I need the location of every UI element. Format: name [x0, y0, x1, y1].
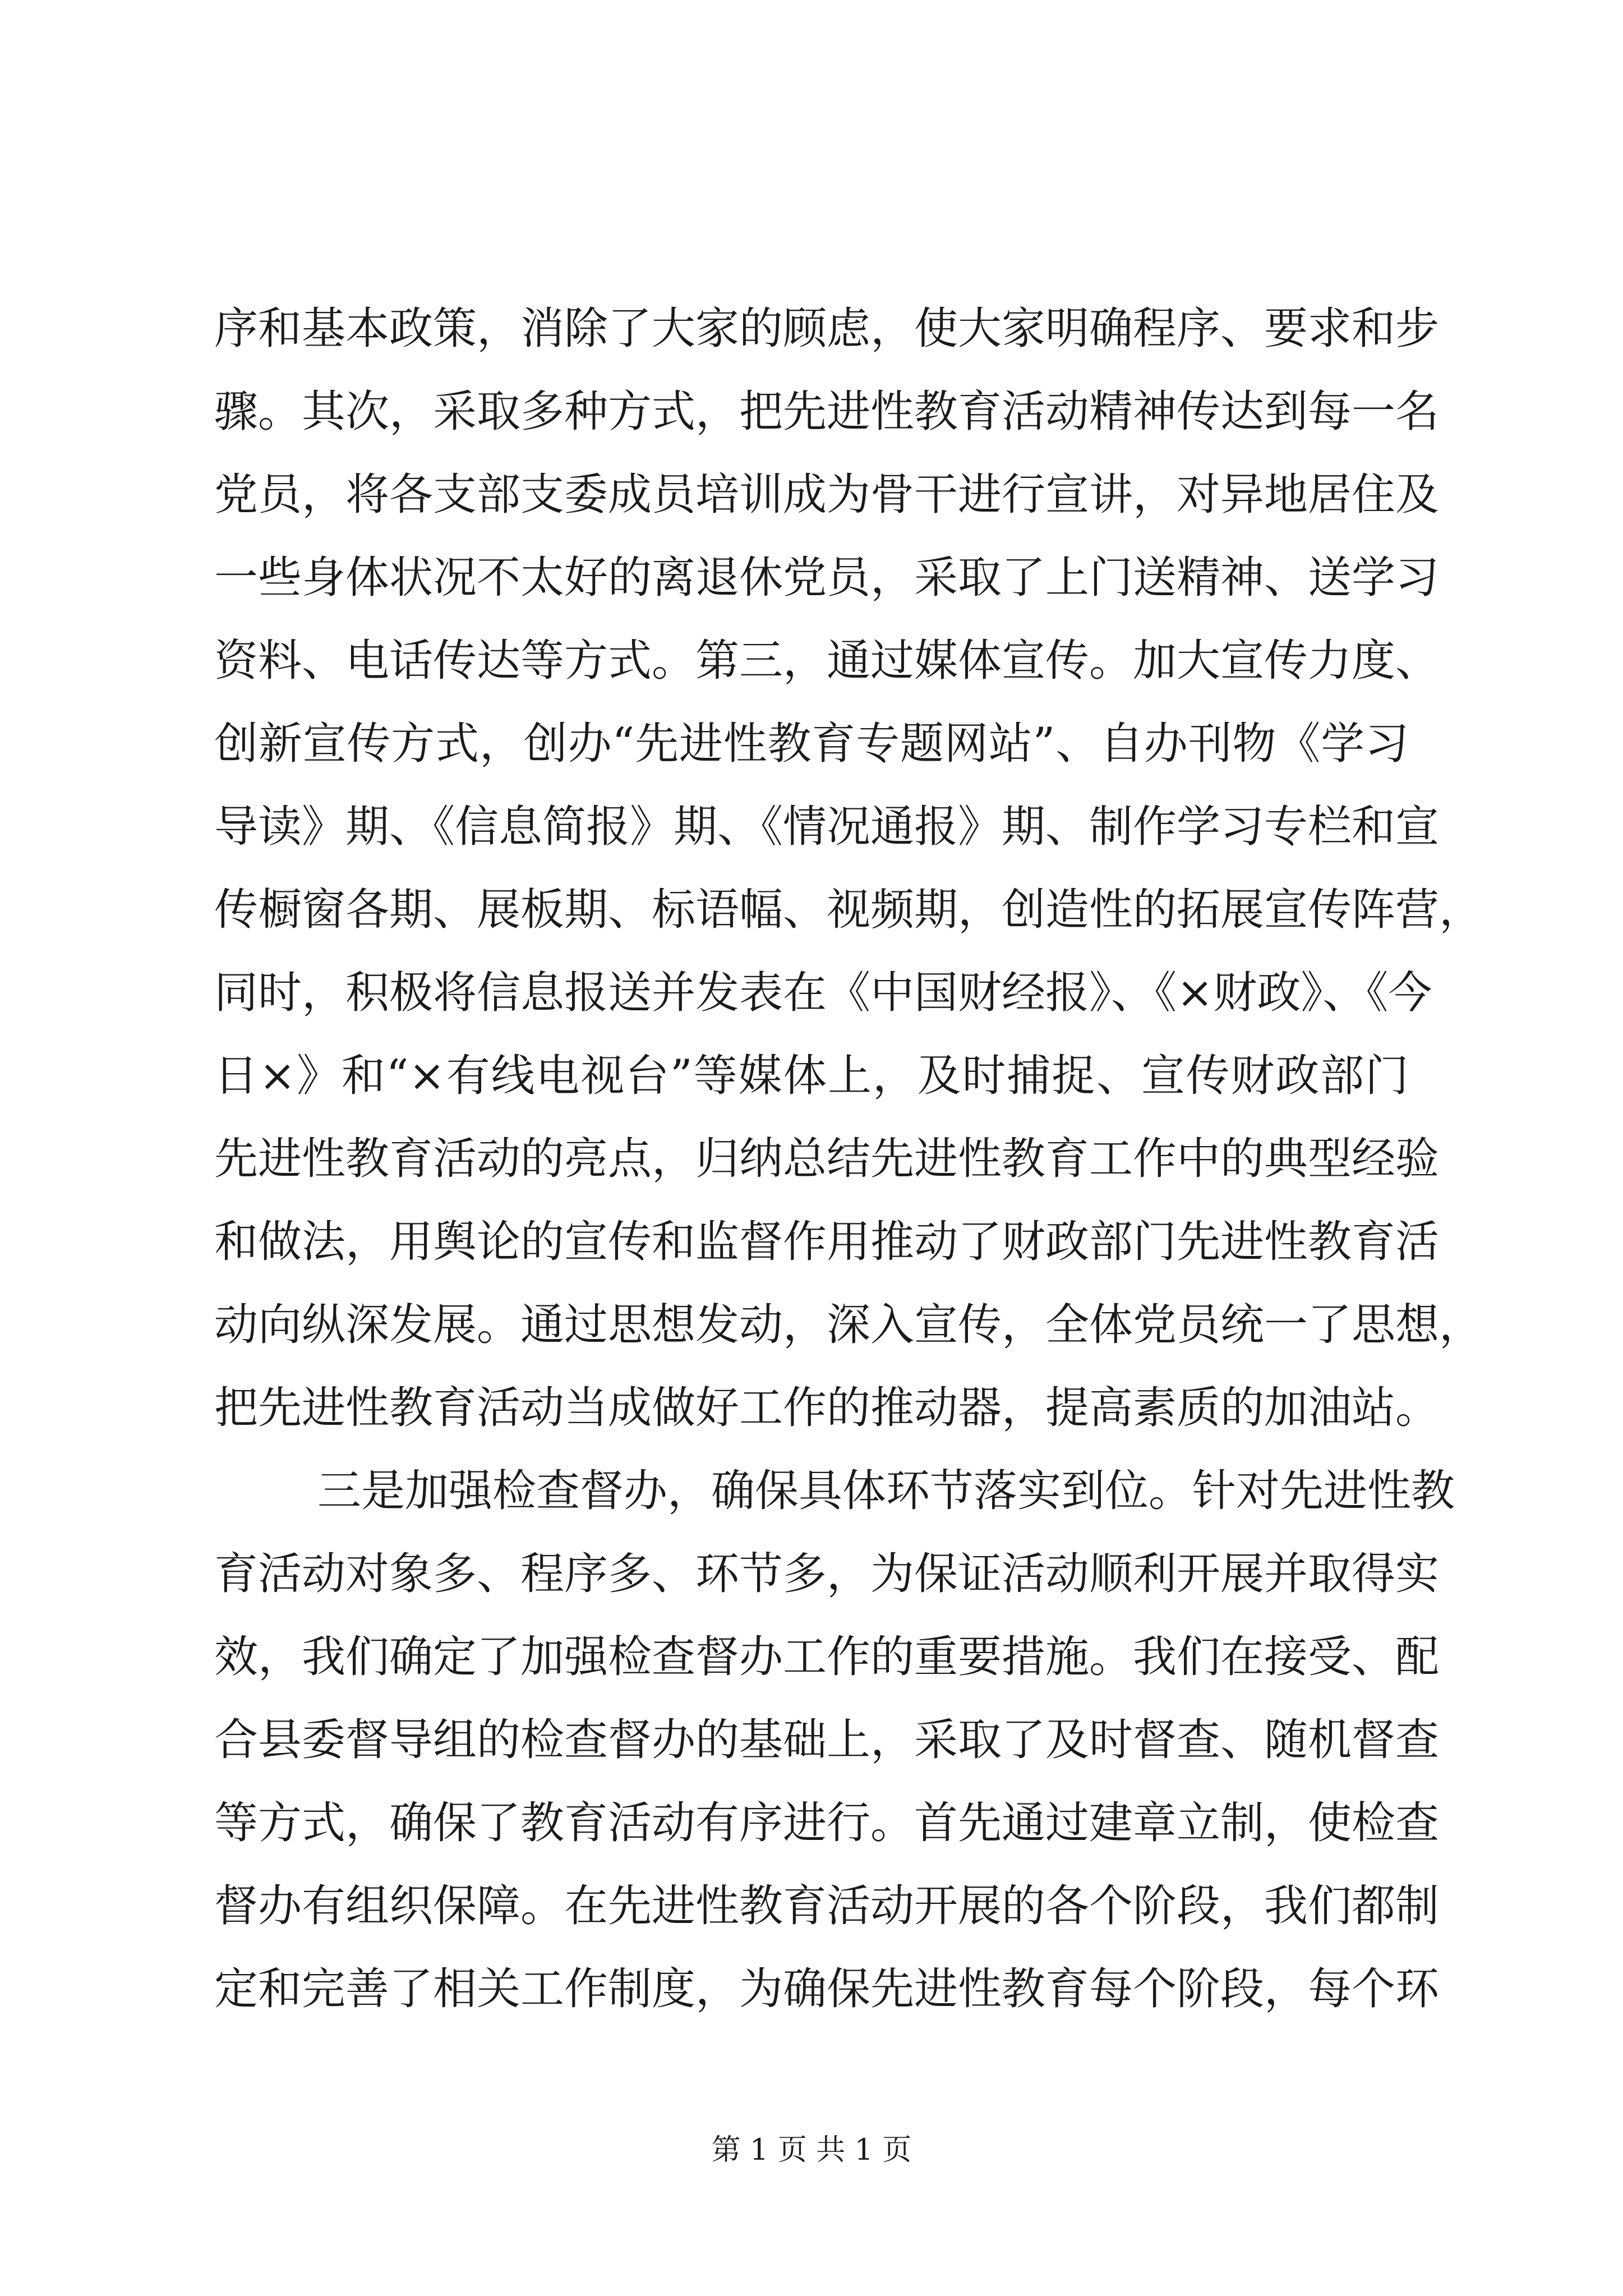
text-line: 日×》和“×有线电视台”等媒体上，及时捕捉、宣传财政部门 [214, 1051, 1409, 1101]
text-line: 把先进性教育活动当成做好工作的推动器，提高素质的加油站。 [214, 1383, 1440, 1433]
text-line: 动向纵深发展。通过思想发动，深入宣传，全体党员统一了思想， [214, 1300, 1483, 1350]
text-line: 一些身体状况不太好的离退休党员，采取了上门送精神、送学习 [214, 553, 1440, 603]
paragraph-first-line: 三是加强检查督办，确保具体环节落实到位。针对先进性教 [317, 1466, 1455, 1516]
text-line: 传橱窗各期、展板期、标语幅、视频期，创造性的拓展宣传阵营， [214, 885, 1483, 935]
page-footer: 第 1 页 共 1 页 [711, 2133, 912, 2167]
text-line: 育活动对象多、程序多、环节多，为保证活动顺利开展并取得实 [214, 1549, 1440, 1599]
text-line: 创新宣传方式，创办“先进性教育专题网站”、自办刊物《学习 [214, 719, 1409, 769]
text-line: 先进性教育活动的亮点，归纳总结先进性教育工作中的典型经验 [214, 1134, 1440, 1184]
text-line: 党员，将各支部支委成员培训成为骨干进行宣讲，对异地居住及 [214, 470, 1440, 520]
text-line: 效，我们确定了加强检查督办工作的重要措施。我们在接受、配 [214, 1632, 1440, 1682]
text-line: 定和完善了相关工作制度，为确保先进性教育每个阶段，每个环 [214, 1964, 1440, 2014]
text-line: 骤。其次，采取多种方式，把先进性教育活动精神传达到每一名 [214, 386, 1440, 437]
text-line: 合县委督导组的检查督办的基础上，采取了及时督查、随机督查 [214, 1715, 1440, 1765]
text-line: 和做法，用舆论的宣传和监督作用推动了财政部门先进性教育活 [214, 1217, 1440, 1267]
text-line: 督办有组织保障。在先进性教育活动开展的各个阶段，我们都制 [214, 1881, 1440, 1931]
text-line: 等方式，确保了教育活动有序进行。首先通过建章立制，使检查 [214, 1798, 1440, 1848]
text-line: 序和基本政策，消除了大家的顾虑，使大家明确程序、要求和步 [214, 303, 1440, 354]
text-line: 导读》期、《信息简报》期、《情况通报》期、制作学习专栏和宣 [214, 802, 1440, 852]
text-line: 同时，积极将信息报送并发表在《中国财经报》、《×财政》、《今 [214, 968, 1432, 1018]
text-line: 资料、电话传达等方式。第三，通过媒体宣传。加大宣传力度、 [214, 636, 1440, 686]
